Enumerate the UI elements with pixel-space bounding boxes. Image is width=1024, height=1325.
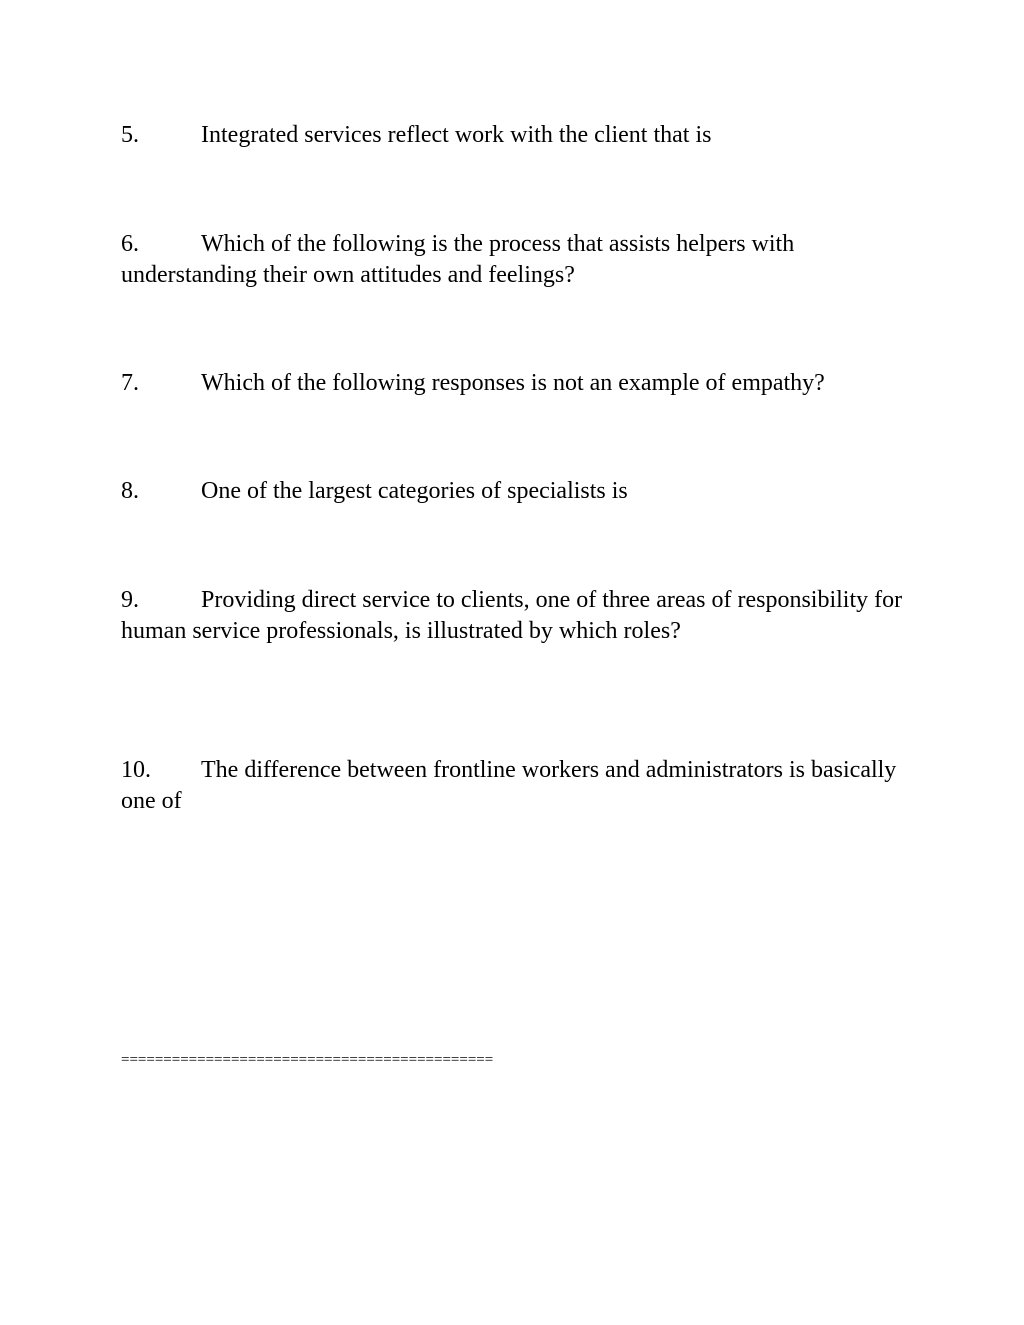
question-5	[121, 120, 911, 151]
question-text: Providing direct service to clients, one of three areas of responsibility for human service professionals, is illustrated by which roles?	[121, 587, 903, 644]
question-9	[121, 585, 911, 647]
question-number: 9.	[121, 587, 139, 613]
question-8	[121, 476, 911, 507]
question-text: Integrated services reflect work with the client that is	[201, 122, 712, 148]
question-6	[121, 229, 911, 291]
question-7	[121, 368, 911, 399]
question-number: 8.	[121, 478, 139, 504]
question-number: 6.	[121, 231, 139, 257]
question-text: The difference between frontline workers and administrators is basically one of	[121, 757, 897, 814]
separator-line: ============================================	[121, 1052, 494, 1068]
question-number: 10.	[121, 757, 151, 783]
question-10	[121, 755, 911, 817]
question-text: Which of the following responses is not an example of empathy?	[201, 370, 825, 396]
question-number: 7.	[121, 370, 139, 396]
question-text: Which of the following is the process that assists helpers with understanding their own attitudes and feelings?	[121, 231, 795, 288]
question-text: One of the largest categories of specialists is	[201, 478, 628, 504]
question-number: 5.	[121, 122, 139, 148]
